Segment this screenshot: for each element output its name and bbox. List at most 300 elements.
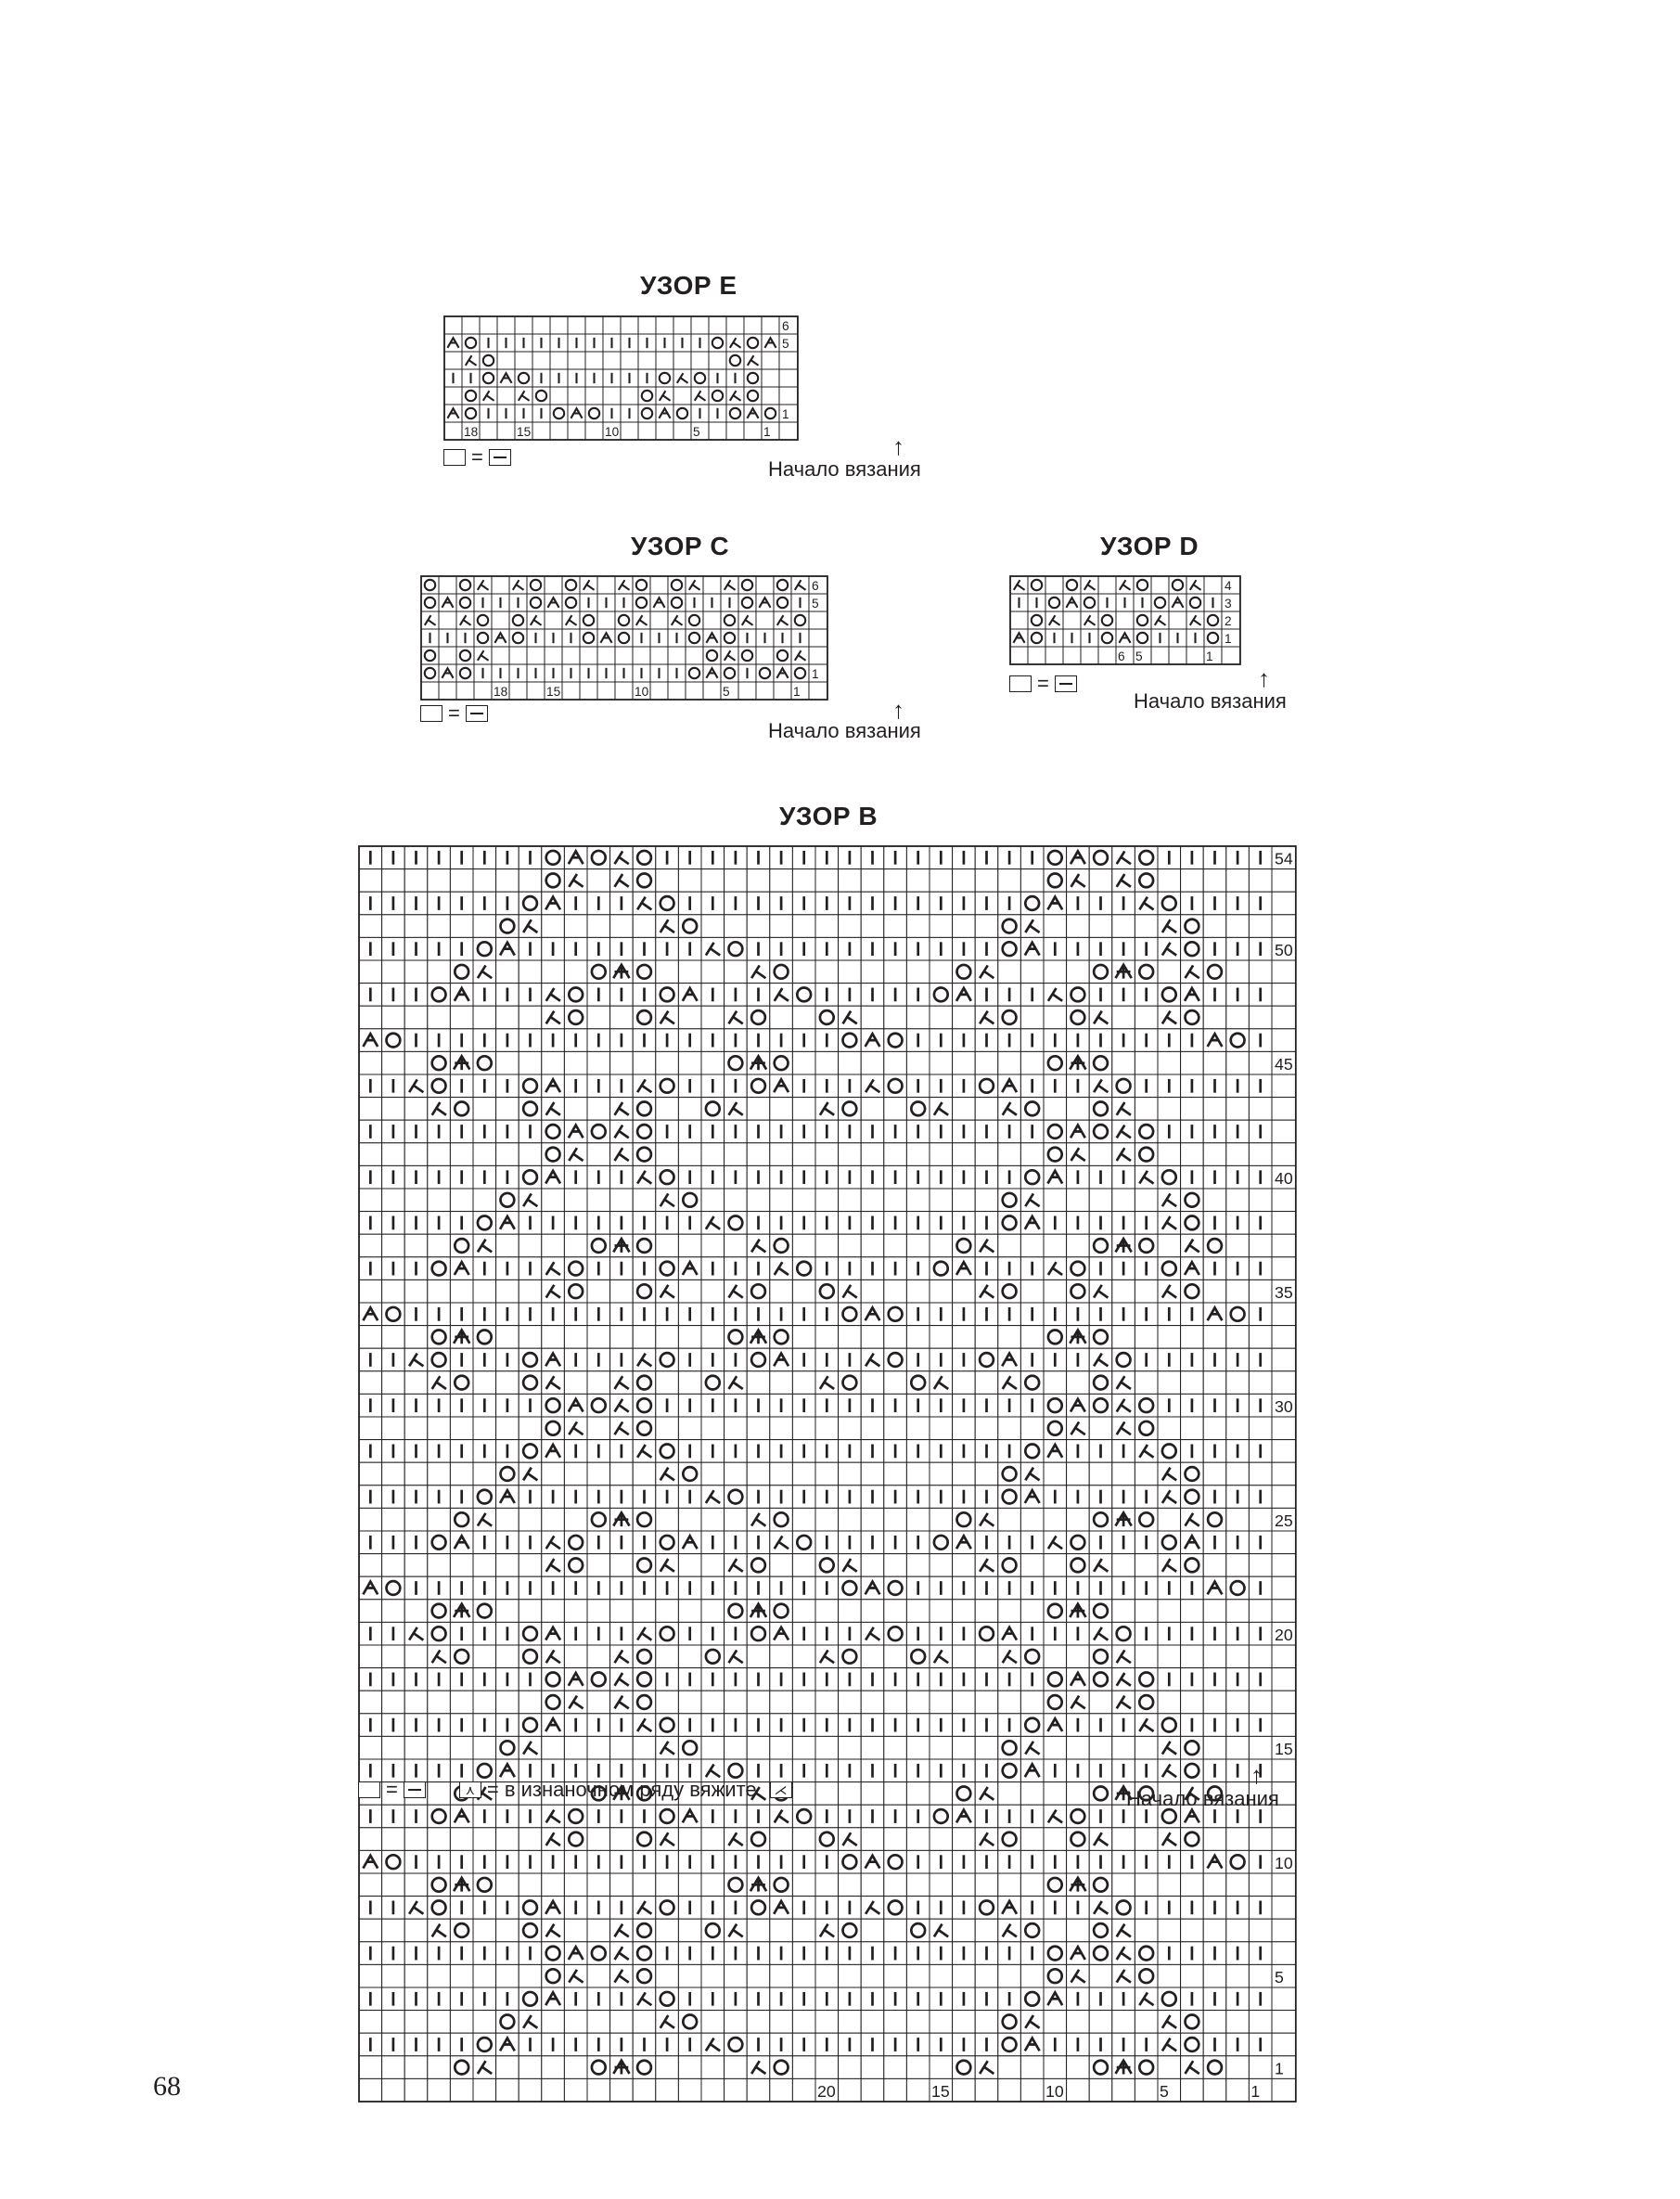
chart-cell bbox=[678, 1964, 701, 1987]
chart-cell bbox=[861, 1371, 884, 1395]
chart-cell bbox=[815, 1234, 839, 1257]
chart-cell bbox=[542, 2011, 565, 2034]
chart-cell bbox=[839, 2011, 862, 2034]
chart-cell bbox=[762, 369, 779, 387]
chart-cell bbox=[747, 1691, 770, 1714]
row-number-cell bbox=[1272, 1668, 1296, 1691]
chart-cell bbox=[1089, 1189, 1112, 1212]
chart-cell bbox=[678, 1919, 701, 1942]
col-number-cell bbox=[404, 2078, 428, 2102]
chart-cell bbox=[998, 1143, 1021, 1166]
chart-cell bbox=[792, 1554, 815, 1577]
col-number-cell bbox=[568, 422, 585, 440]
chart-cell bbox=[1249, 915, 1272, 938]
chart-cell bbox=[975, 1462, 998, 1485]
chart-cell bbox=[1226, 1143, 1250, 1166]
chart-cell bbox=[691, 316, 709, 334]
chart-cell bbox=[701, 1417, 725, 1440]
chart-cell bbox=[1226, 1691, 1250, 1714]
chart-cell bbox=[678, 1234, 701, 1257]
chart-cell bbox=[638, 316, 656, 334]
chart-cell bbox=[404, 1964, 428, 1987]
chart-cell bbox=[492, 576, 509, 594]
chart-cell bbox=[1249, 1691, 1272, 1714]
chart-cell bbox=[930, 2011, 953, 2034]
chart-cell bbox=[906, 2011, 930, 2034]
row-number-cell bbox=[809, 647, 827, 664]
chart-cell bbox=[496, 1051, 519, 1074]
col-number-cell bbox=[1203, 2078, 1226, 2102]
chart-cell bbox=[587, 1371, 610, 1395]
chart-cell bbox=[701, 1691, 725, 1714]
chart-cell bbox=[770, 1828, 793, 1851]
chart-cell bbox=[1158, 1873, 1181, 1897]
col-number-cell bbox=[884, 2078, 907, 2102]
chart-cell bbox=[701, 1280, 725, 1303]
chart-cell bbox=[1226, 1964, 1250, 1987]
chart-cell bbox=[542, 1736, 565, 1759]
chart-cell bbox=[359, 1371, 382, 1395]
chart-cell bbox=[564, 1462, 587, 1485]
chart-cell bbox=[1044, 1098, 1067, 1121]
chart-cell bbox=[439, 611, 456, 629]
chart-c-legend bbox=[420, 701, 488, 726]
row-number-cell bbox=[1272, 1828, 1296, 1851]
chart-cell bbox=[975, 1326, 998, 1349]
chart-cell bbox=[1249, 1280, 1272, 1303]
chart-cell bbox=[792, 1098, 815, 1121]
chart-cell bbox=[725, 2011, 748, 2034]
chart-cell bbox=[884, 960, 907, 984]
chart-cell bbox=[587, 1873, 610, 1897]
chart-cell bbox=[382, 1280, 405, 1303]
chart-cell bbox=[656, 1051, 679, 1074]
col-number-cell bbox=[725, 2078, 748, 2102]
col-number-cell bbox=[1169, 647, 1186, 664]
col-number-cell bbox=[747, 2078, 770, 2102]
row-number-cell bbox=[1272, 1417, 1296, 1440]
col-number-cell bbox=[1186, 647, 1204, 664]
knit-symbol-icon bbox=[358, 1781, 380, 1798]
col-number-cell bbox=[709, 422, 726, 440]
row-number: 15 bbox=[1274, 1740, 1293, 1759]
row-number: 1 bbox=[1274, 2059, 1284, 2078]
chart-cell bbox=[404, 960, 428, 984]
chart-cell bbox=[496, 1828, 519, 1851]
chart-cell bbox=[678, 869, 701, 893]
row-number: 2 bbox=[1224, 614, 1232, 629]
chart-cell bbox=[1249, 1417, 1272, 1440]
chart-cell bbox=[1158, 1964, 1181, 1987]
col-number-cell bbox=[744, 422, 762, 440]
chart-cell bbox=[884, 1462, 907, 1485]
chart-cell bbox=[473, 1280, 496, 1303]
chart-cell bbox=[1226, 1554, 1250, 1577]
chart-cell bbox=[770, 1189, 793, 1212]
chart-cell bbox=[1044, 2056, 1067, 2079]
chart-cell bbox=[884, 1326, 907, 1349]
chart-cell bbox=[930, 1508, 953, 1531]
chart-cell bbox=[673, 387, 691, 405]
chart-cell bbox=[496, 1873, 519, 1897]
purl-symbol-icon bbox=[489, 449, 511, 466]
chart-cell bbox=[930, 869, 953, 893]
chart-cell bbox=[1158, 1600, 1181, 1623]
chart-cell bbox=[1020, 1782, 1044, 1806]
row-number: 25 bbox=[1274, 1511, 1293, 1531]
chart-cell bbox=[1181, 1691, 1204, 1714]
chart-cell bbox=[1158, 1691, 1181, 1714]
chart-cell bbox=[450, 1417, 473, 1440]
chart-c-title: УЗОР С bbox=[631, 532, 730, 560]
chart-cell bbox=[906, 1234, 930, 1257]
chart-cell bbox=[884, 1371, 907, 1395]
chart-d-title: УЗОР D bbox=[1100, 532, 1199, 560]
chart-cell bbox=[564, 1873, 587, 1897]
chart-cell bbox=[884, 1508, 907, 1531]
row-number-cell bbox=[1272, 915, 1296, 938]
chart-cell bbox=[473, 1006, 496, 1029]
chart-cell bbox=[564, 1600, 587, 1623]
chart-cell bbox=[382, 1189, 405, 1212]
chart-cell bbox=[439, 647, 456, 664]
chart-cell bbox=[701, 2056, 725, 2079]
chart-cell bbox=[450, 1280, 473, 1303]
row-number-cell bbox=[1272, 1371, 1296, 1395]
chart-cell bbox=[603, 387, 621, 405]
chart-cell bbox=[519, 869, 542, 893]
chart-cell bbox=[1158, 1098, 1181, 1121]
chart-cell bbox=[650, 611, 668, 629]
chart-cell bbox=[585, 316, 603, 334]
chart-cell bbox=[497, 316, 515, 334]
chart-cell bbox=[404, 1417, 428, 1440]
chart-cell bbox=[953, 1554, 976, 1577]
chart-cell bbox=[633, 1326, 656, 1349]
chart-cell bbox=[656, 1691, 679, 1714]
chart-cell bbox=[519, 1051, 542, 1074]
chart-cell bbox=[542, 1051, 565, 1074]
chart-cell bbox=[496, 1098, 519, 1121]
chart-cell bbox=[580, 647, 597, 664]
chart-cell bbox=[473, 1964, 496, 1987]
chart-cell bbox=[450, 1143, 473, 1166]
col-number-cell bbox=[701, 2078, 725, 2102]
chart-cell bbox=[439, 576, 456, 594]
chart-cell bbox=[359, 1280, 382, 1303]
row-number-cell bbox=[1272, 1212, 1296, 1235]
chart-cell bbox=[1135, 1371, 1158, 1395]
chart-cell bbox=[1067, 1462, 1090, 1485]
row-number-cell bbox=[779, 387, 798, 405]
chart-cell bbox=[815, 1143, 839, 1166]
legend-equals: = bbox=[448, 701, 460, 725]
corner-cell bbox=[809, 682, 827, 700]
chart-cell bbox=[450, 1189, 473, 1212]
chart-cell bbox=[884, 1691, 907, 1714]
chart-cell bbox=[1063, 611, 1081, 629]
chart-cell bbox=[1010, 611, 1028, 629]
chart-cell bbox=[953, 2011, 976, 2034]
chart-cell bbox=[568, 387, 585, 405]
col-number-cell bbox=[1045, 647, 1063, 664]
knit-symbol-icon bbox=[443, 449, 466, 466]
legend-equals: = bbox=[1037, 672, 1049, 695]
chart-cell bbox=[519, 1691, 542, 1714]
chart-cell bbox=[519, 1873, 542, 1897]
chart-cell bbox=[633, 1189, 656, 1212]
chart-cell bbox=[975, 1645, 998, 1668]
col-number-cell bbox=[1112, 2078, 1135, 2102]
chart-cell bbox=[587, 1143, 610, 1166]
column-number: 15 bbox=[545, 685, 561, 700]
chart-cell bbox=[1203, 869, 1226, 893]
chart-cell bbox=[1135, 915, 1158, 938]
chart-cell bbox=[359, 1691, 382, 1714]
chart-cell bbox=[564, 2011, 587, 2034]
row-number: 5 bbox=[781, 337, 789, 352]
chart-cell bbox=[496, 1234, 519, 1257]
chart-cell bbox=[587, 869, 610, 893]
chart-cell bbox=[1044, 1782, 1067, 1806]
chart-cell bbox=[382, 1143, 405, 1166]
chart-cell bbox=[1249, 1462, 1272, 1485]
chart-cell bbox=[756, 647, 774, 664]
row-number-cell bbox=[1272, 1143, 1296, 1166]
column-number: 5 bbox=[1159, 2082, 1169, 2102]
chart-cell bbox=[953, 1873, 976, 1897]
chart-cell bbox=[638, 352, 656, 369]
chart-cell bbox=[450, 1691, 473, 1714]
chart-cell bbox=[633, 1462, 656, 1485]
chart-cell bbox=[861, 1462, 884, 1485]
chart-cell bbox=[1181, 1873, 1204, 1897]
chart-cell bbox=[496, 2056, 519, 2079]
chart-cell bbox=[428, 960, 451, 984]
chart-cell bbox=[815, 960, 839, 984]
row-number-cell bbox=[1272, 1006, 1296, 1029]
chart-cell bbox=[633, 915, 656, 938]
chart-cell bbox=[953, 1691, 976, 1714]
chart-cell bbox=[1203, 1554, 1226, 1577]
row-number-cell bbox=[779, 352, 798, 369]
chart-cell bbox=[1112, 1326, 1135, 1349]
col-number-cell bbox=[496, 2078, 519, 2102]
chart-cell bbox=[815, 1326, 839, 1349]
chart-cell bbox=[1044, 960, 1067, 984]
chart-cell bbox=[792, 1280, 815, 1303]
chart-cell bbox=[496, 1691, 519, 1714]
chart-cell bbox=[703, 611, 721, 629]
chart-cell bbox=[542, 1234, 565, 1257]
chart-cell bbox=[1112, 1554, 1135, 1577]
chart-cell bbox=[839, 1462, 862, 1485]
chart-cell bbox=[1135, 1280, 1158, 1303]
chart-cell bbox=[747, 1462, 770, 1485]
chart-cell bbox=[1226, 960, 1250, 984]
chart-cell bbox=[815, 1964, 839, 1987]
chart-cell bbox=[1203, 1098, 1226, 1121]
row-number-cell bbox=[1272, 1919, 1296, 1942]
chart-cell bbox=[1067, 1736, 1090, 1759]
chart-cell bbox=[519, 960, 542, 984]
chart-cell bbox=[884, 1919, 907, 1942]
chart-cell bbox=[792, 1508, 815, 1531]
left-decrease-symbol-icon: ⋌ bbox=[770, 1781, 792, 1798]
chart-cell bbox=[1135, 1051, 1158, 1074]
chart-cell bbox=[1226, 1919, 1250, 1942]
chart-cell bbox=[1226, 1006, 1250, 1029]
chart-cell bbox=[519, 1828, 542, 1851]
chart-cell bbox=[839, 1417, 862, 1440]
chart-cell bbox=[610, 1189, 634, 1212]
row-number-cell bbox=[1272, 1348, 1296, 1371]
chart-cell bbox=[1249, 1143, 1272, 1166]
chart-cell bbox=[701, 1828, 725, 1851]
chart-cell bbox=[930, 1143, 953, 1166]
chart-cell bbox=[1226, 1462, 1250, 1485]
col-number-cell bbox=[509, 682, 527, 700]
chart-cell bbox=[975, 1736, 998, 1759]
knit-symbol-icon bbox=[1009, 675, 1032, 692]
chart-cell bbox=[603, 316, 621, 334]
chart-cell bbox=[1226, 869, 1250, 893]
chart-cell bbox=[1203, 1919, 1226, 1942]
chart-cell bbox=[1067, 1234, 1090, 1257]
col-number-cell bbox=[597, 682, 615, 700]
chart-cell bbox=[1158, 1508, 1181, 1531]
chart-cell bbox=[815, 1508, 839, 1531]
chart-cell bbox=[359, 1645, 382, 1668]
chart-cell bbox=[1203, 1691, 1226, 1714]
chart-cell bbox=[884, 1964, 907, 1987]
chart-cell bbox=[953, 1006, 976, 1029]
col-number-cell bbox=[1098, 647, 1116, 664]
chart-cell bbox=[678, 1143, 701, 1166]
chart-cell bbox=[587, 1964, 610, 1987]
chart-cell bbox=[770, 1371, 793, 1395]
chart-cell bbox=[359, 1006, 382, 1029]
chart-cell bbox=[1020, 1326, 1044, 1349]
chart-cell bbox=[792, 1143, 815, 1166]
chart-cell bbox=[359, 960, 382, 984]
chart-cell bbox=[725, 1234, 748, 1257]
chart-cell bbox=[542, 1462, 565, 1485]
corner-cell bbox=[779, 422, 798, 440]
chart-cell bbox=[1020, 1234, 1044, 1257]
chart-cell bbox=[519, 1508, 542, 1531]
chart-cell bbox=[428, 1189, 451, 1212]
chart-cell bbox=[725, 869, 748, 893]
chart-cell bbox=[861, 960, 884, 984]
chart-cell bbox=[1158, 1051, 1181, 1074]
chart-cell bbox=[709, 352, 726, 369]
chart-cell bbox=[701, 915, 725, 938]
chart-cell bbox=[382, 1234, 405, 1257]
chart-cell bbox=[815, 915, 839, 938]
chart-cell bbox=[975, 869, 998, 893]
row-number-cell bbox=[809, 629, 827, 647]
chart-cell bbox=[861, 1234, 884, 1257]
chart-cell bbox=[1226, 1051, 1250, 1074]
chart-cell bbox=[1158, 1143, 1181, 1166]
chart-cell bbox=[861, 915, 884, 938]
row-number: 4 bbox=[1224, 579, 1232, 594]
chart-cell bbox=[564, 1234, 587, 1257]
chart-cell bbox=[564, 1189, 587, 1212]
chart-cell bbox=[747, 1736, 770, 1759]
chart-cell bbox=[404, 1736, 428, 1759]
chart-cell bbox=[1089, 2011, 1112, 2034]
chart-cell bbox=[1089, 1691, 1112, 1714]
col-number-cell bbox=[497, 422, 515, 440]
chart-cell bbox=[1226, 1326, 1250, 1349]
chart-cell bbox=[382, 1645, 405, 1668]
chart-cell bbox=[792, 1645, 815, 1668]
chart-cell bbox=[382, 1828, 405, 1851]
chart-cell bbox=[668, 647, 686, 664]
chart-cell bbox=[1135, 1462, 1158, 1485]
chart-cell bbox=[1203, 1736, 1226, 1759]
chart-cell bbox=[1249, 1006, 1272, 1029]
chart-cell bbox=[564, 1098, 587, 1121]
chart-cell bbox=[770, 1554, 793, 1577]
col-number-cell bbox=[738, 682, 756, 700]
chart-cell bbox=[1203, 1143, 1226, 1166]
chart-cell bbox=[382, 1600, 405, 1623]
chart-cell bbox=[564, 2056, 587, 2079]
chart-cell bbox=[587, 1462, 610, 1485]
chart-cell bbox=[725, 1508, 748, 1531]
chart-cell bbox=[587, 1554, 610, 1577]
chart-cell bbox=[382, 1006, 405, 1029]
col-number-cell bbox=[519, 2078, 542, 2102]
chart-cell bbox=[861, 869, 884, 893]
chart-cell bbox=[1203, 1964, 1226, 1987]
chart-cell bbox=[792, 1326, 815, 1349]
row-number: 3 bbox=[1224, 597, 1232, 611]
chart-cell bbox=[1226, 2056, 1250, 2079]
chart-cell bbox=[678, 1417, 701, 1440]
chart-cell bbox=[747, 1189, 770, 1212]
row-number: 1 bbox=[781, 407, 789, 422]
chart-cell bbox=[1249, 1371, 1272, 1395]
chart-cell bbox=[1112, 1873, 1135, 1897]
chart-cell bbox=[906, 1280, 930, 1303]
chart-cell bbox=[770, 1417, 793, 1440]
double-decrease-symbol-icon: ⋏ bbox=[459, 1781, 481, 1798]
chart-cell bbox=[1249, 2011, 1272, 2034]
chart-cell bbox=[359, 1098, 382, 1121]
chart-cell bbox=[861, 2056, 884, 2079]
column-number: 20 bbox=[816, 2082, 836, 2102]
chart-cell bbox=[473, 869, 496, 893]
chart-cell bbox=[792, 869, 815, 893]
chart-cell bbox=[884, 1736, 907, 1759]
purl-symbol-icon bbox=[404, 1781, 426, 1798]
chart-cell bbox=[633, 1600, 656, 1623]
chart-cell bbox=[930, 2056, 953, 2079]
row-number: 6 bbox=[811, 579, 819, 594]
chart-cell bbox=[747, 1371, 770, 1395]
row-number-cell bbox=[1272, 1326, 1296, 1349]
chart-e-title: УЗОР Е bbox=[640, 271, 737, 300]
chart-cell bbox=[473, 1554, 496, 1577]
chart-cell bbox=[1098, 576, 1116, 594]
chart-cell bbox=[496, 960, 519, 984]
chart-cell bbox=[404, 1919, 428, 1942]
chart-cell bbox=[861, 1417, 884, 1440]
